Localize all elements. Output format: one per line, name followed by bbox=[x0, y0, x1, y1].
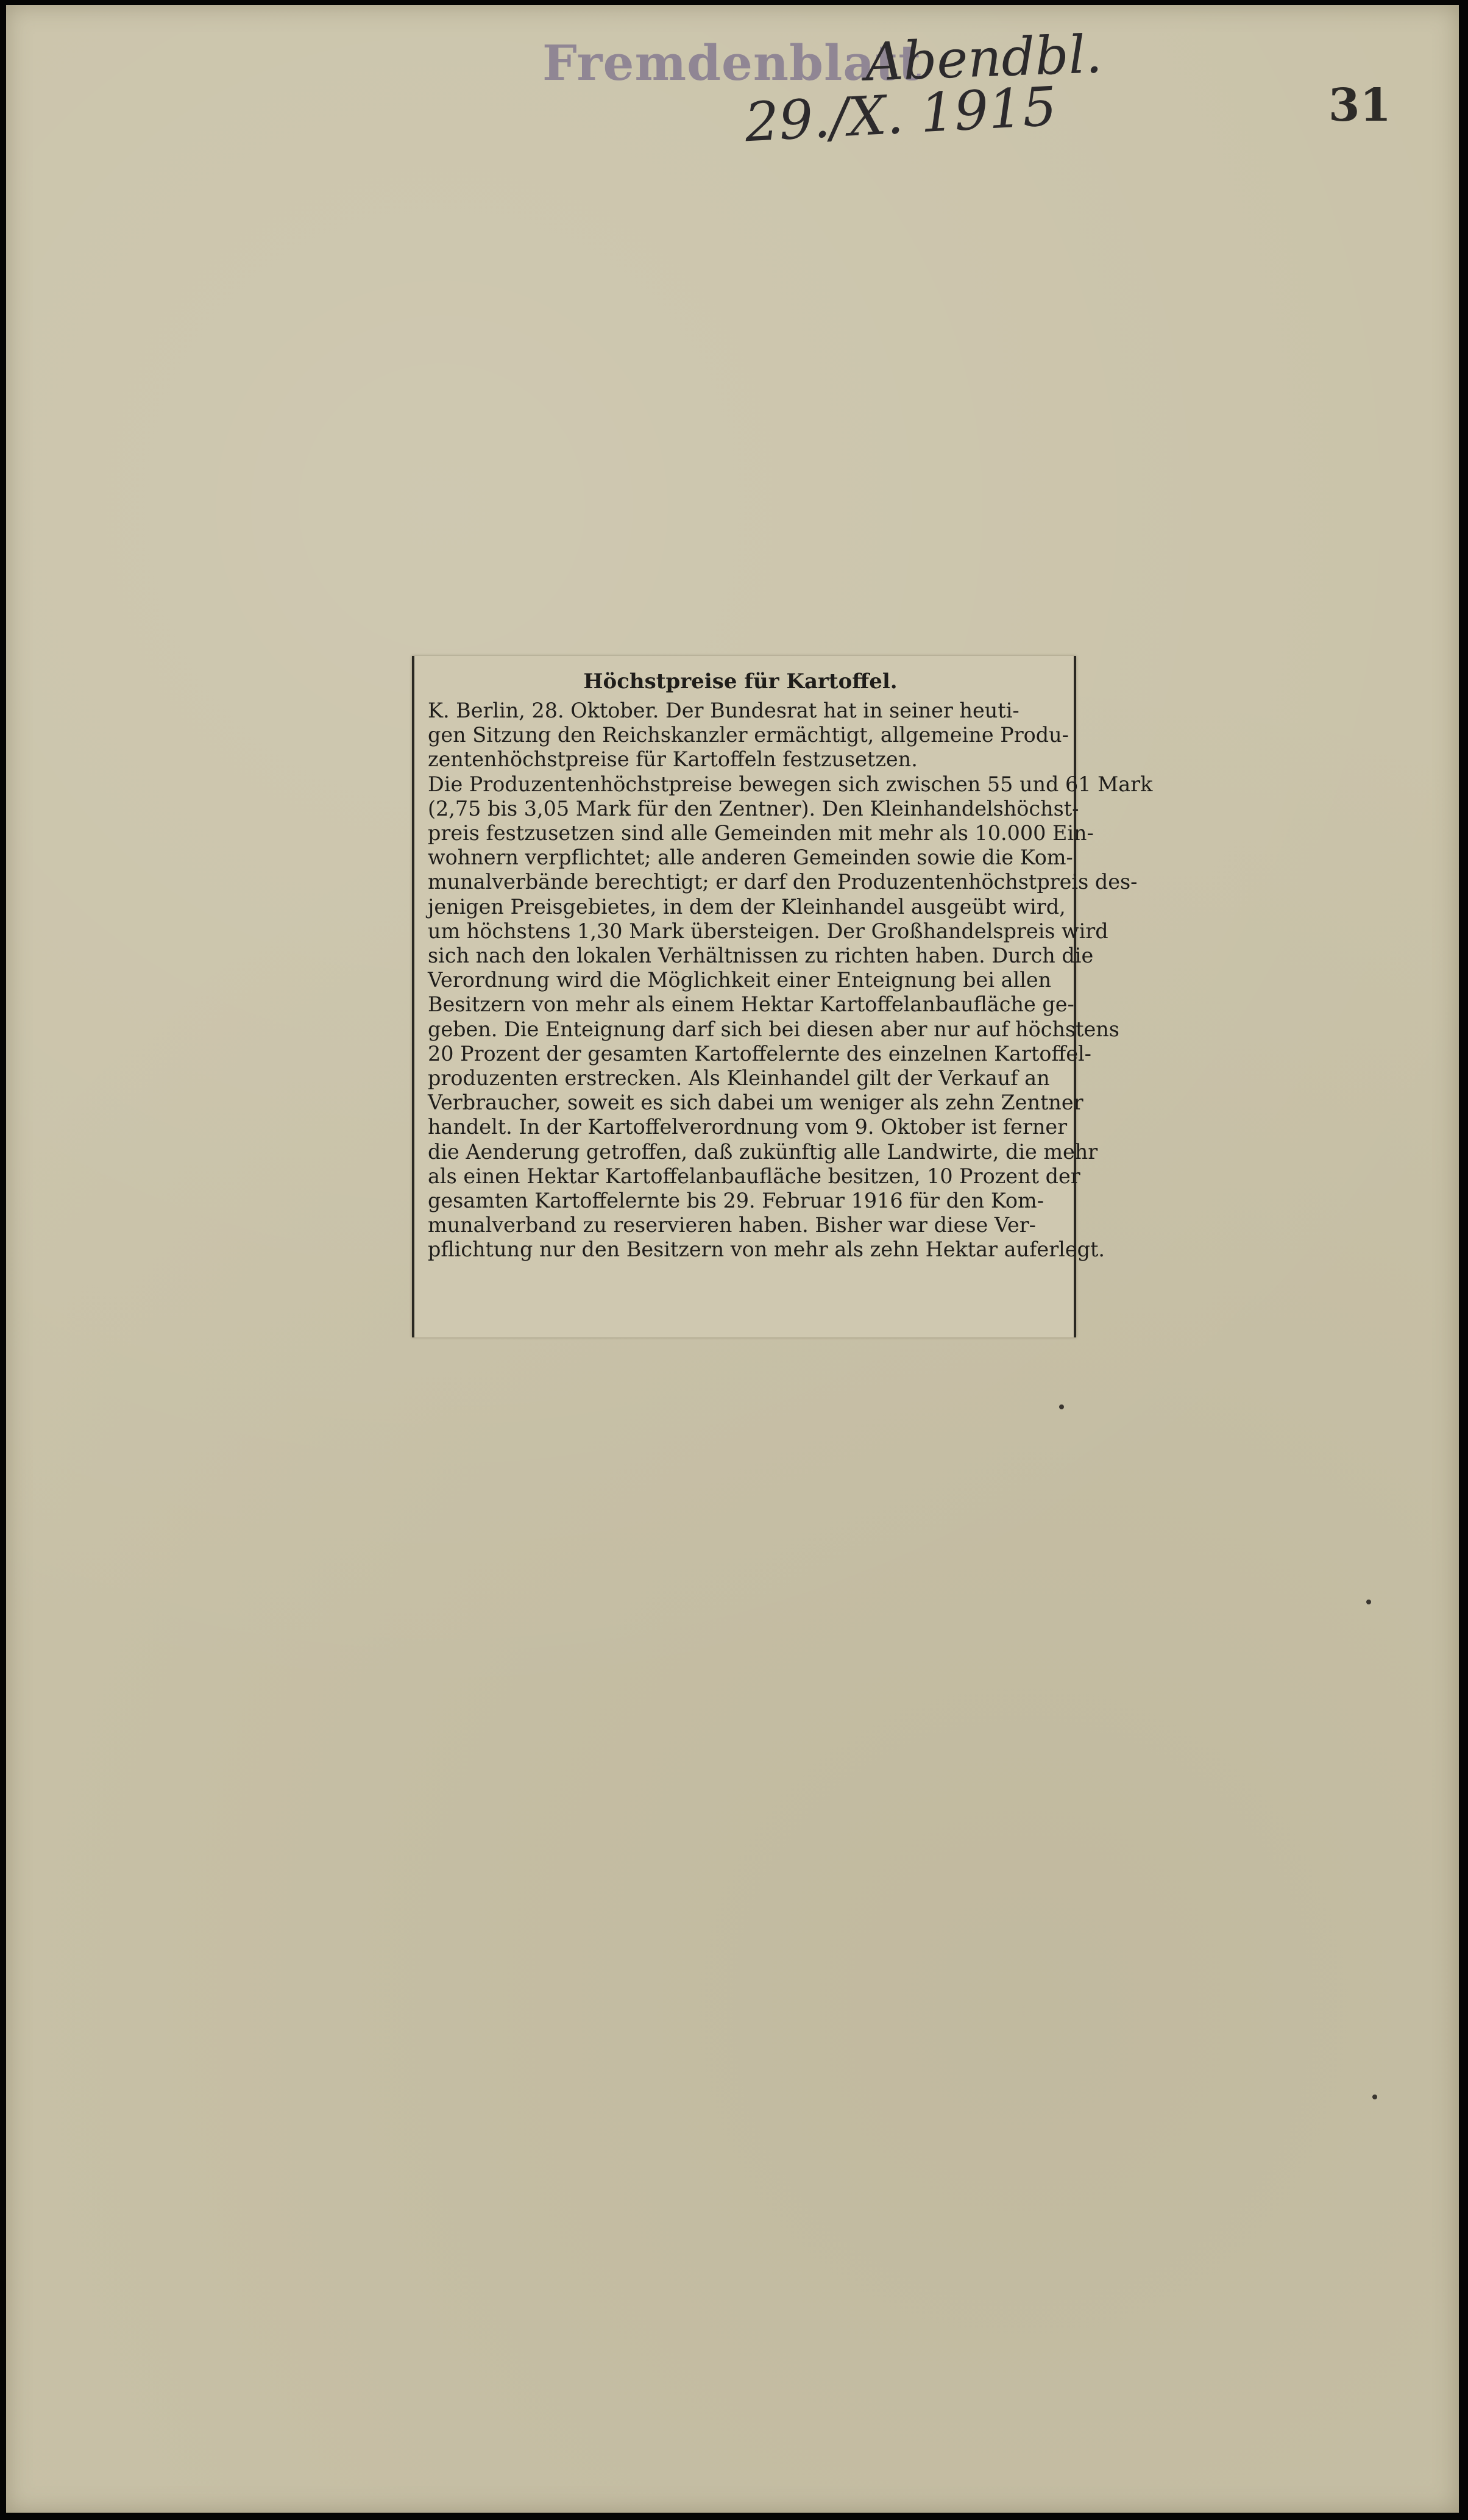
clipping-line: sich nach den lokalen Verhältnissen zu richten haben. Durch die bbox=[428, 944, 1094, 968]
clipping-line: munalverbände berechtigt; er darf den Produzentenhöchstpreis des- bbox=[428, 870, 1138, 894]
clipping-line: wohnern verpflichtet; alle anderen Gemeinden sowie die Kom- bbox=[428, 845, 1073, 870]
clipping-line: Verbraucher, soweit es sich dabei um weniger als zehn Zentner bbox=[428, 1091, 1083, 1115]
clipping-line: als einen Hektar Kartoffelanbaufläche besitzen, 10 Prozent der bbox=[428, 1164, 1080, 1188]
clipping-line: munalverband zu reservieren haben. Bisher war diese Ver- bbox=[428, 1213, 1036, 1237]
clipping-title: Höchstpreise für Kartoffel. bbox=[583, 669, 898, 694]
page-number: 31 bbox=[1328, 79, 1391, 132]
paper-speck bbox=[1372, 2095, 1377, 2099]
newspaper-clipping bbox=[412, 656, 1153, 1337]
handwritten-edition-note: Abendbl. bbox=[864, 24, 1104, 93]
paper-speck bbox=[1366, 1600, 1371, 1604]
clipping-line: gesamten Kartoffelernte bis 29. Februar 1916 für den Kom- bbox=[428, 1189, 1044, 1213]
clipping-line: die Aenderung getroffen, daß zukünftig alle Landwirte, die mehr bbox=[428, 1139, 1098, 1164]
clipping-line: produzenten erstrecken. Als Kleinhandel gilt der Verkauf an bbox=[428, 1066, 1050, 1091]
clipping-line: jenigen Preisgebietes, in dem der Kleinhandel ausgeübt wird, bbox=[428, 894, 1066, 919]
clipping-line: Die Produzentenhöchstpreise bewegen sich zwischen 55 und 61 Mark bbox=[428, 772, 1153, 796]
paper-speck bbox=[1059, 1404, 1064, 1409]
clipping-line: (2,75 bis 3,05 Mark für den Zentner). Den Kleinhandelshöchst- bbox=[428, 796, 1079, 820]
newspaper-stamp: Fremdenblatt bbox=[542, 34, 922, 91]
clipping-line: um höchstens 1,30 Mark übersteigen. Der Großhandelspreis wird bbox=[428, 919, 1108, 943]
clipping-line: Besitzern von mehr als einem Hektar Kartoffelanbaufläche ge- bbox=[428, 992, 1074, 1017]
clipping-line: K. Berlin, 28. Oktober. Der Bundesrat hat in seiner heuti- bbox=[428, 699, 1019, 722]
clipping-line: pflichtung nur den Besitzern von mehr als zehn Hektar auferlegt. bbox=[428, 1237, 1105, 1262]
handwritten-date-note: 29./X. 1915 bbox=[743, 74, 1058, 154]
document-page bbox=[6, 5, 1459, 2513]
clipping-line: handelt. In der Kartoffelverordnung vom 9. Oktober ist ferner bbox=[428, 1115, 1068, 1139]
clipping-line: zentenhöchstpreise für Kartoffeln festzusetzen. bbox=[428, 747, 918, 772]
clipping-line: gen Sitzung den Reichskanzler ermächtigt, allgemeine Produ- bbox=[428, 723, 1069, 747]
clipping-body bbox=[428, 699, 1153, 1262]
clipping-line: geben. Die Enteignung darf sich bei diesen aber nur auf höchstens bbox=[428, 1017, 1119, 1041]
clipping-line: preis festzusetzen sind alle Gemeinden mit mehr als 10.000 Ein- bbox=[428, 821, 1094, 845]
clipping-line: Verordnung wird die Möglichkeit einer Enteignung bei allen bbox=[428, 968, 1052, 992]
clipping-line: 20 Prozent der gesamten Kartoffelernte des einzelnen Kartoffel- bbox=[428, 1041, 1091, 1066]
